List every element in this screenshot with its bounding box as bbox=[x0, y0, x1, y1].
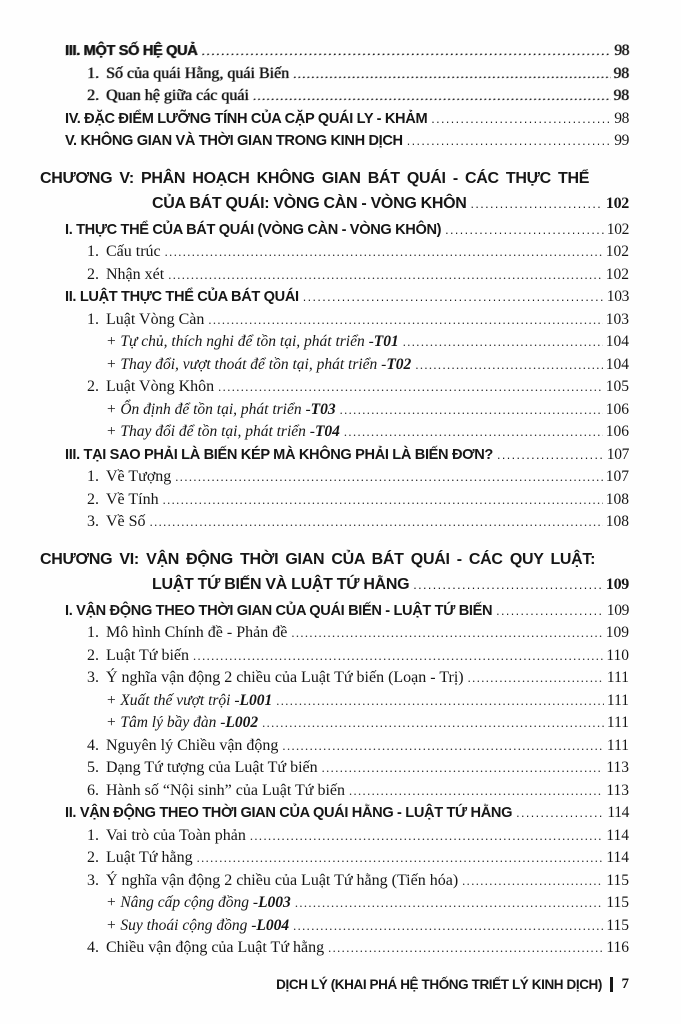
toc-entry-page: 109 bbox=[605, 624, 629, 641]
toc-entry-label: V. KHÔNG GIAN VÀ THỜI GIAN TRONG KINH DỊCH bbox=[65, 133, 403, 149]
toc-entry bbox=[40, 108, 629, 131]
footer-divider bbox=[610, 977, 613, 992]
dot-leader bbox=[471, 191, 603, 217]
toc-entry-page: 102 bbox=[605, 194, 629, 212]
toc-entry-page: 103 bbox=[606, 288, 629, 305]
toc-entry-label: Chiều vận động của Luật Tứ hằng bbox=[106, 939, 325, 956]
toc-entry-label: + Nâng cấp cộng đồng - bbox=[106, 894, 259, 911]
toc-entry bbox=[40, 399, 629, 422]
dot-leader bbox=[197, 847, 604, 870]
toc-entry-page: 113 bbox=[606, 759, 629, 776]
toc-entry bbox=[40, 264, 629, 287]
toc-entry-page: 113 bbox=[606, 781, 629, 799]
dot-leader bbox=[250, 825, 603, 848]
toc-entry-label: IV. ĐẶC ĐIỂM LƯỠNG TÍNH CỦA CẶP QUÁI LY - KHẢM bbox=[65, 110, 428, 127]
toc-entry-label: Nhận xét bbox=[106, 265, 165, 283]
page-footer bbox=[40, 976, 629, 993]
toc-entry bbox=[40, 802, 629, 825]
toc-entry-page: 108 bbox=[605, 513, 629, 530]
toc-entry-page: 115 bbox=[606, 916, 629, 934]
dot-leader bbox=[403, 331, 603, 354]
toc-entry-code: T03 bbox=[310, 400, 336, 418]
dot-leader bbox=[295, 892, 604, 915]
toc-entry-label: I. THỰC THỂ CỦA BÁT QUÁI (VÒNG CÀN - VÒNG KHÔN) bbox=[65, 221, 442, 238]
toc-entry-page: 104 bbox=[605, 355, 629, 373]
toc-entry-label: Về Tượng bbox=[106, 468, 172, 485]
toc-entry-label: III. MỘT SỐ HỆ QUẢ bbox=[65, 43, 198, 59]
toc-entry-page: 99 bbox=[614, 132, 629, 149]
toc-entry-label: Vai trò của Toàn phản bbox=[106, 826, 246, 844]
dot-leader bbox=[293, 63, 610, 86]
toc-entry bbox=[40, 892, 629, 915]
toc-entry bbox=[40, 915, 629, 938]
toc-entry-page: 102 bbox=[605, 243, 629, 260]
dot-leader bbox=[349, 780, 603, 803]
toc-entry-label: + Suy thoái cộng đồng - bbox=[106, 916, 257, 934]
toc-entry-page: 103 bbox=[605, 310, 629, 328]
dot-leader bbox=[303, 286, 604, 309]
toc-entry bbox=[40, 63, 629, 86]
toc-entry-label: Ý nghĩa vận động 2 chiều của Luật Tứ biến (Loạn - Trị) bbox=[106, 669, 464, 686]
toc-entry-label: Mô hình Chính đề - Phản đề bbox=[106, 624, 288, 641]
dot-leader bbox=[344, 421, 603, 444]
toc-entry-label: Số của quái Hằng, quái Biến bbox=[106, 64, 290, 82]
toc-entry bbox=[40, 421, 629, 444]
dot-leader bbox=[322, 757, 604, 780]
toc-entry bbox=[40, 667, 629, 690]
toc-entry-number: 2. bbox=[87, 265, 99, 283]
toc-entry-page: 102 bbox=[605, 265, 629, 283]
toc-entry bbox=[40, 489, 629, 512]
toc-entry bbox=[40, 757, 629, 780]
toc-entry-page: 109 bbox=[605, 575, 629, 593]
toc-entry-page: 110 bbox=[606, 646, 629, 664]
toc-entry-number: 1. bbox=[87, 468, 99, 485]
dot-leader bbox=[150, 511, 603, 534]
toc-entry-page: 98 bbox=[614, 109, 629, 127]
toc-entry-label: + Ổn định để tồn tại, phát triển - bbox=[106, 400, 311, 418]
toc-entry-page: 114 bbox=[606, 849, 629, 866]
toc-entry-page: 105 bbox=[605, 378, 629, 395]
dot-leader bbox=[175, 466, 602, 489]
dot-leader bbox=[516, 802, 604, 825]
dot-leader bbox=[208, 309, 602, 332]
toc-entry bbox=[40, 600, 629, 623]
toc-entry-label: + Xuất thế vượt trội - bbox=[106, 691, 240, 709]
toc-entry-label: + Thay đổi để tồn tại, phát triển - bbox=[106, 423, 315, 440]
toc-entry-page: 115 bbox=[606, 871, 629, 889]
toc-entry bbox=[40, 937, 629, 960]
toc-entry bbox=[40, 130, 629, 153]
toc-entry-number: 2. bbox=[87, 490, 99, 508]
footer-page-number: 7 bbox=[621, 975, 629, 992]
toc-entry bbox=[40, 825, 629, 848]
toc-entry bbox=[40, 466, 629, 489]
toc-entry-page: 102 bbox=[606, 220, 629, 238]
dot-leader bbox=[201, 40, 611, 63]
toc-entry-page: 111 bbox=[606, 714, 629, 731]
toc-entry-page: 111 bbox=[606, 736, 629, 754]
chapter-title-line2 bbox=[40, 572, 629, 598]
toc-entry-label: Luật Tứ biến bbox=[106, 646, 190, 664]
toc-entry-code: T04 bbox=[314, 423, 340, 440]
toc-entry-number: 4. bbox=[87, 736, 99, 754]
toc-entry bbox=[40, 847, 629, 870]
dot-leader bbox=[291, 622, 602, 645]
toc-entry-label: Nguyên lý Chiều vận động bbox=[106, 736, 279, 754]
chapter-title-line2-text: LUẬT TỨ BIẾN VÀ LUẬT TỨ HẰNG bbox=[152, 575, 410, 593]
toc-entry-label: Luật Tứ hằng bbox=[106, 849, 193, 866]
toc-entry-page: 107 bbox=[605, 468, 629, 485]
toc-entry-label: Quan hệ giữa các quái bbox=[106, 87, 249, 104]
dot-leader bbox=[413, 572, 603, 598]
toc-entry-number: 2. bbox=[87, 378, 99, 395]
chapter-title-line2 bbox=[40, 191, 629, 217]
toc-entry bbox=[40, 622, 629, 645]
toc-entry-number: 4. bbox=[87, 939, 99, 956]
toc-entry-page: 116 bbox=[606, 939, 629, 956]
dot-leader bbox=[407, 130, 611, 153]
dot-leader bbox=[496, 600, 604, 623]
toc-entry-page: 106 bbox=[605, 400, 629, 418]
dot-leader bbox=[276, 690, 604, 713]
toc-entry-label: II. LUẬT THỰC THỂ CỦA BÁT QUÁI bbox=[65, 289, 299, 305]
toc-entry bbox=[40, 712, 629, 735]
toc-entry-number: 1. bbox=[87, 826, 99, 844]
toc-entry-label: + Tâm lý bầy đàn - bbox=[106, 714, 226, 731]
dot-leader bbox=[431, 108, 611, 131]
toc-entry-number: 2. bbox=[87, 646, 99, 664]
footer-book-title: DỊCH LÝ (KHAI PHÁ HỆ THỐNG TRIẾT LÝ KINH DỊCH) bbox=[276, 976, 602, 992]
chapter-title-line1: CHƯƠNG V: PHÂN HOẠCH KHÔNG GIAN BÁT QUÁI - CÁC THỰC THỂ bbox=[40, 169, 590, 187]
dot-leader bbox=[165, 241, 603, 264]
toc-entry-page: 114 bbox=[606, 826, 629, 844]
toc-entry-page: 106 bbox=[605, 423, 629, 440]
toc-entry bbox=[40, 511, 629, 534]
toc-entry bbox=[40, 735, 629, 758]
dot-leader bbox=[340, 399, 603, 422]
toc-entry-page: 109 bbox=[606, 601, 629, 619]
toc-entry-label: Luật Vòng Càn bbox=[106, 310, 205, 328]
toc-entry-page: 104 bbox=[605, 333, 629, 350]
toc-entry-page: 114 bbox=[607, 804, 629, 821]
toc-entry-page: 98 bbox=[613, 87, 629, 104]
toc-chapter-heading bbox=[40, 166, 629, 217]
toc-entry-label: Về Số bbox=[106, 513, 146, 530]
toc-entry-number: 5. bbox=[87, 759, 99, 776]
toc-entry-number: 2. bbox=[87, 87, 99, 104]
dot-leader bbox=[168, 264, 603, 287]
toc-entry-page: 98 bbox=[613, 64, 629, 82]
toc-entry-number: 1. bbox=[87, 310, 99, 328]
toc-entry bbox=[40, 690, 629, 713]
toc-entry-page: 108 bbox=[605, 490, 629, 508]
toc-entry bbox=[40, 376, 629, 399]
toc-entry-code: T02 bbox=[386, 355, 412, 373]
toc-entry bbox=[40, 645, 629, 668]
toc-entry-page: 111 bbox=[606, 669, 629, 686]
toc-entry bbox=[40, 780, 629, 803]
toc-entry bbox=[40, 241, 629, 264]
dot-leader bbox=[445, 219, 604, 242]
toc-entry bbox=[40, 444, 629, 467]
toc-entry-page: 111 bbox=[606, 691, 629, 709]
toc-entry bbox=[40, 286, 629, 309]
toc-entry bbox=[40, 40, 629, 63]
dot-leader bbox=[497, 444, 604, 467]
toc-entry-number: 1. bbox=[87, 243, 99, 260]
toc-entry-label: III. TẠI SAO PHẢI LÀ BIẾN KÉP MÀ KHÔNG PHẢI LÀ BIẾN ĐƠN? bbox=[65, 446, 493, 463]
toc-entry-label: + Tự chủ, thích nghi để tồn tại, phát triển - bbox=[106, 333, 374, 350]
toc-entry-page: 115 bbox=[606, 894, 629, 911]
dot-leader bbox=[293, 915, 603, 938]
dot-leader bbox=[328, 937, 603, 960]
toc-entry bbox=[40, 870, 629, 893]
toc-entry-label: Ý nghĩa vận động 2 chiều của Luật Tứ hằng (Tiến hóa) bbox=[106, 871, 459, 889]
toc-entry-label: Hành số “Nội sinh” của Luật Tứ biến bbox=[106, 781, 345, 799]
dot-leader bbox=[163, 489, 603, 512]
dot-leader bbox=[282, 735, 603, 758]
toc-entry-code: L002 bbox=[225, 714, 259, 731]
toc-chapter-heading bbox=[40, 547, 629, 598]
toc-list bbox=[40, 40, 629, 960]
chapter-title-line1: CHƯƠNG VI: VẬN ĐỘNG THỜI GIAN CỦA BÁT QUÁI - CÁC QUY LUẬT: bbox=[40, 550, 596, 568]
dot-leader bbox=[193, 645, 603, 668]
toc-entry bbox=[40, 309, 629, 332]
dot-leader bbox=[462, 870, 603, 893]
toc-entry-label: + Thay đổi, vượt thoát để tồn tại, phát triển - bbox=[106, 355, 387, 373]
dot-leader bbox=[468, 667, 604, 690]
dot-leader bbox=[262, 712, 604, 735]
toc-entry-number: 6. bbox=[87, 781, 99, 799]
toc-entry-label: II. VẬN ĐỘNG THEO THỜI GIAN CỦA QUÁI HẰNG - LUẬT TỨ HẰNG bbox=[65, 805, 513, 821]
toc-entry-label: Luật Vòng Khôn bbox=[106, 378, 215, 395]
toc-entry-label: Dạng Tứ tượng của Luật Tứ biến bbox=[106, 759, 318, 776]
toc-entry-code: L003 bbox=[258, 894, 291, 911]
chapter-title-line2-text: CỦA BÁT QUÁI: VÒNG CÀN - VÒNG KHÔN bbox=[152, 194, 467, 212]
toc-entry bbox=[40, 354, 629, 377]
toc-entry-code: T01 bbox=[373, 333, 399, 350]
dot-leader bbox=[415, 354, 602, 377]
toc-entry bbox=[40, 219, 629, 242]
dot-leader bbox=[218, 376, 603, 399]
toc-entry-page: 107 bbox=[606, 445, 629, 463]
toc-entry bbox=[40, 331, 629, 354]
dot-leader bbox=[253, 85, 611, 108]
toc-entry-number: 3. bbox=[87, 871, 99, 889]
toc-entry-number: 3. bbox=[87, 513, 99, 530]
toc-entry-label: Về Tính bbox=[106, 490, 159, 508]
toc-entry bbox=[40, 85, 629, 108]
toc-entry-label: I. VẬN ĐỘNG THEO THỜI GIAN CỦA QUÁI BIẾN - LUẬT TỨ BIẾN bbox=[65, 602, 493, 619]
toc-entry-label: Cấu trúc bbox=[106, 243, 161, 260]
toc-entry-number: 1. bbox=[87, 64, 99, 82]
toc-entry-number: 3. bbox=[87, 669, 99, 686]
toc-entry-code: L001 bbox=[239, 691, 273, 709]
toc-entry-number: 1. bbox=[87, 624, 99, 641]
toc-entry-code: L004 bbox=[256, 916, 290, 934]
toc-entry-number: 2. bbox=[87, 849, 99, 866]
toc-entry-page: 98 bbox=[614, 42, 629, 59]
